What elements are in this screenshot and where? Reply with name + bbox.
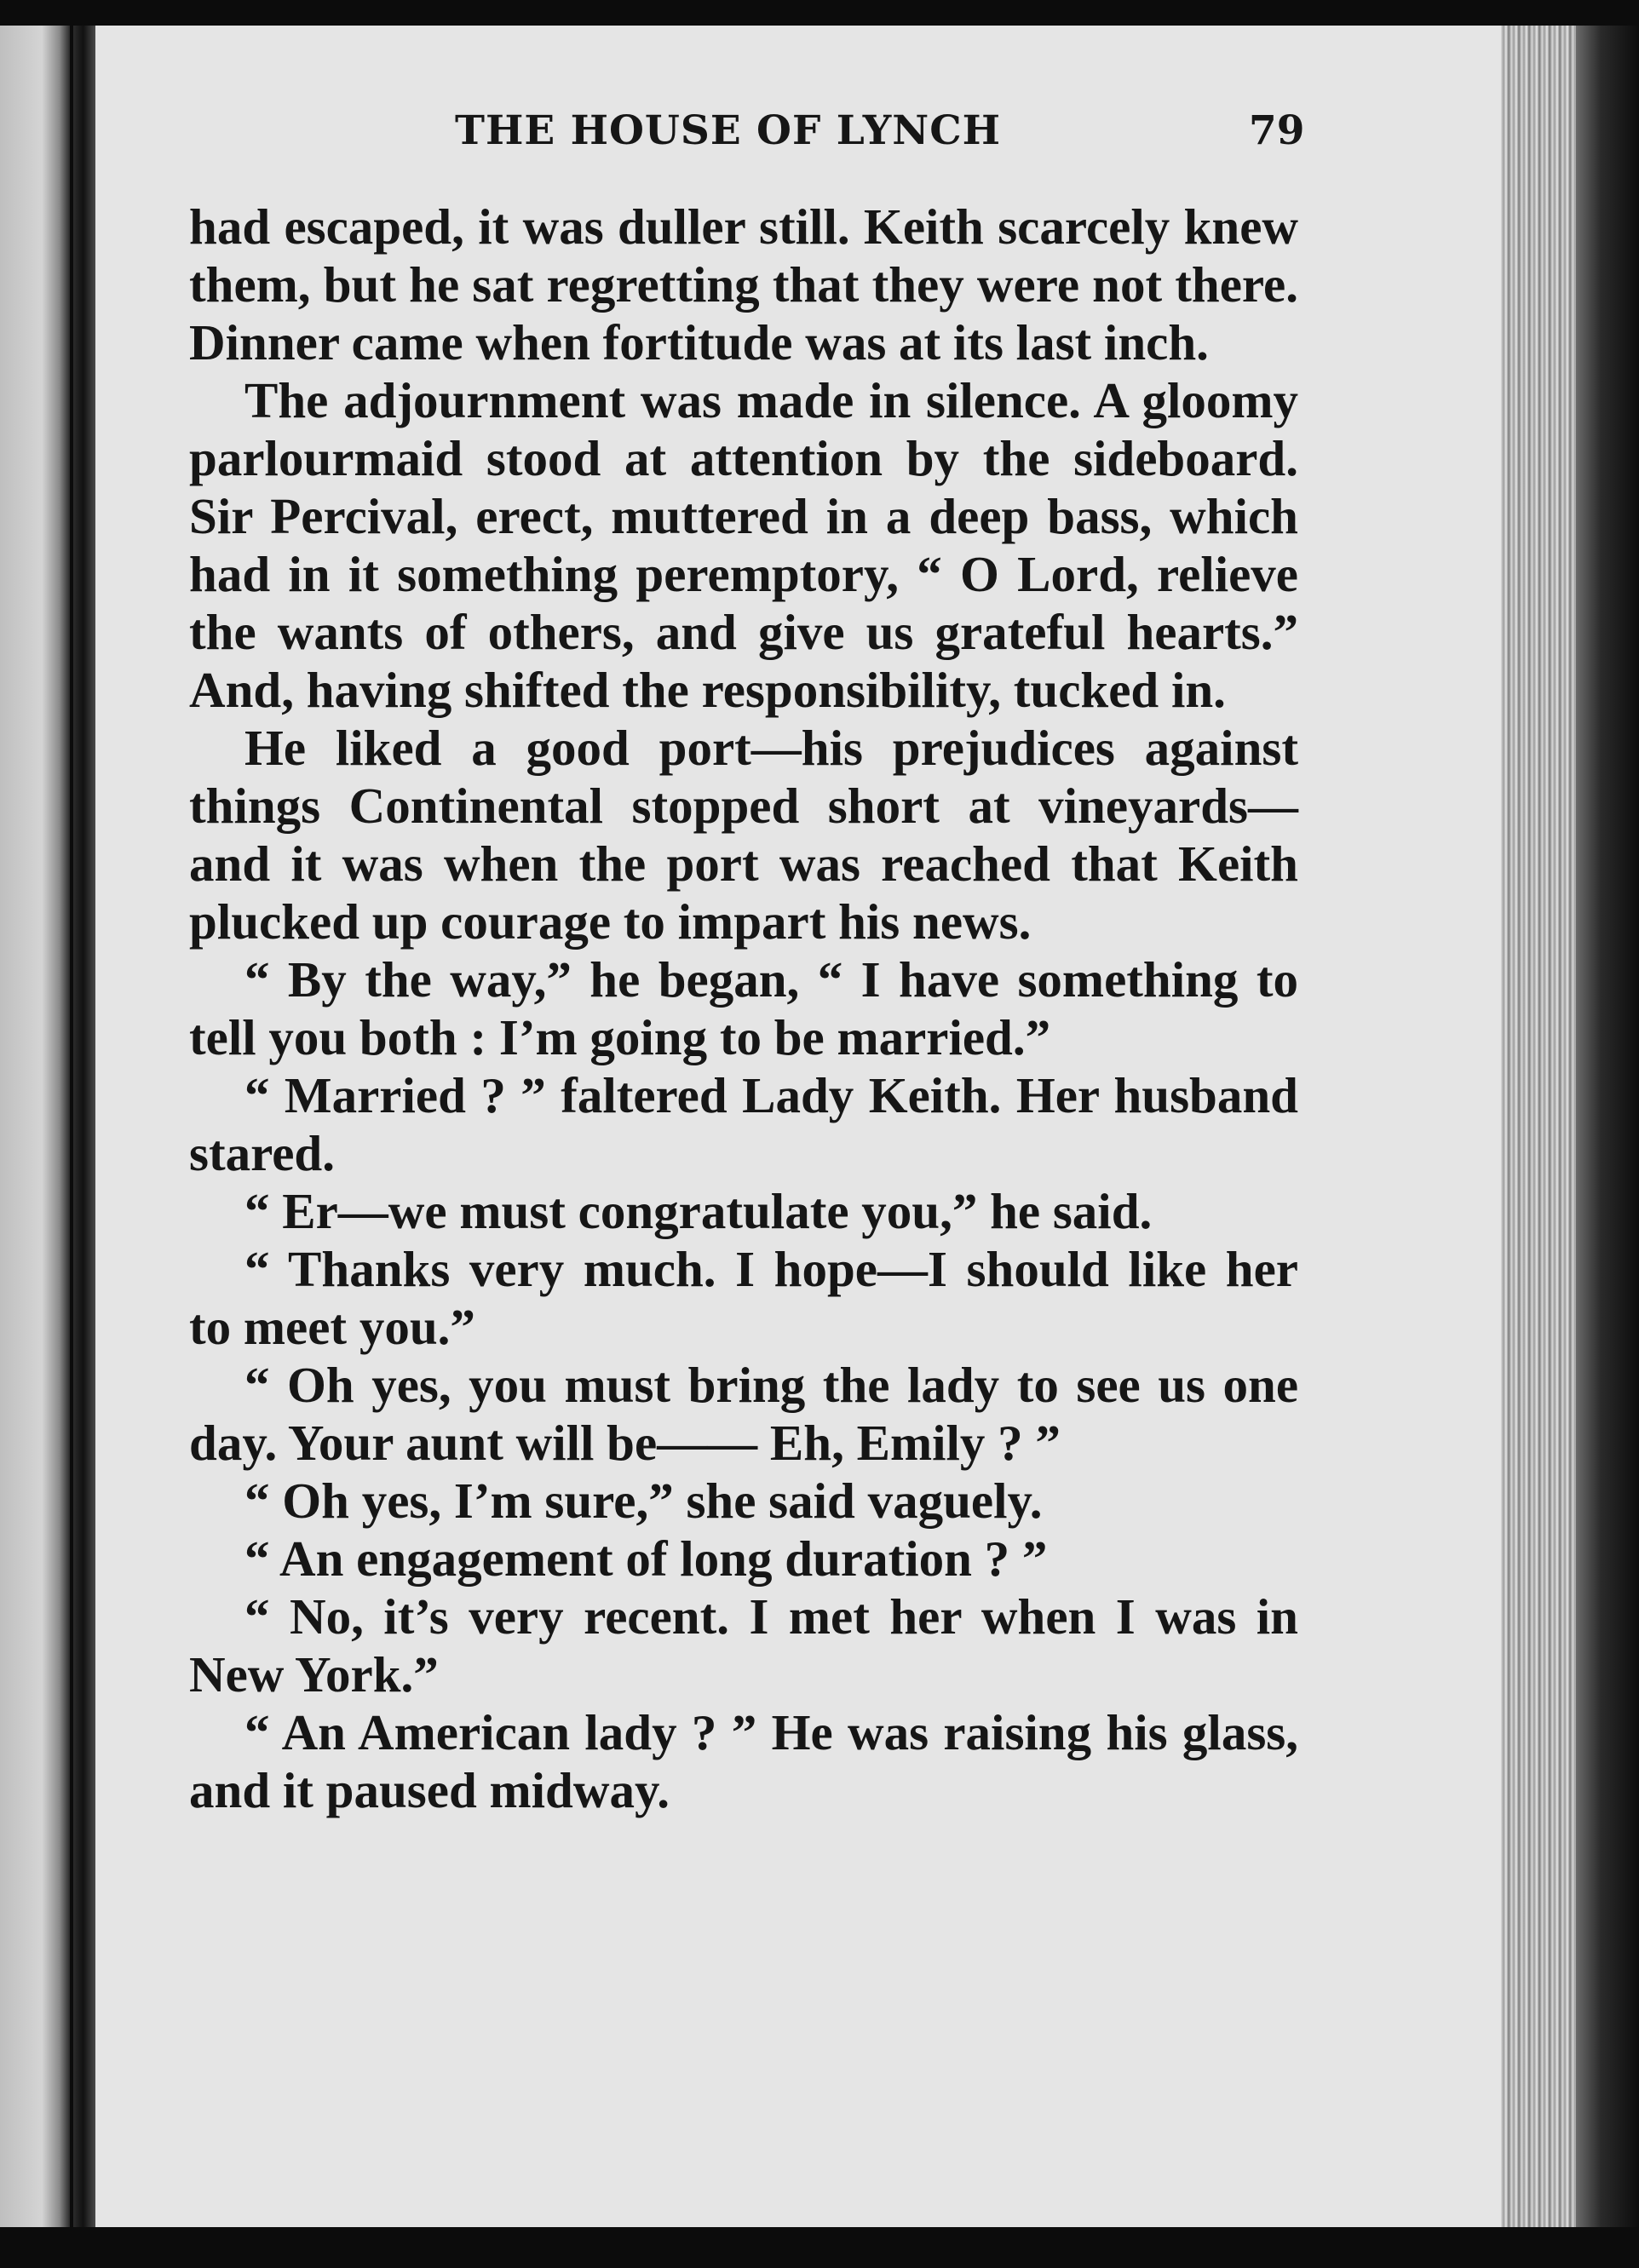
running-title: THE HOUSE OF LYNCH bbox=[455, 107, 1002, 154]
paragraph: “ Married ? ” faltered Lady Keith. Her husband stared. bbox=[189, 1067, 1298, 1181]
paragraph: The adjournment was made in silence. A gloomy parlourmaid stood at attention by the sideboard. Sir Percival, erect, muttered in a deep bass, which had in it something peremptory, “ O Lord, relieve the wants of others, and give us grateful hearts.” And, having shifted the responsibility, tucked in. bbox=[189, 372, 1298, 718]
paragraph: “ An American lady ? ” He was raising his glass, and it paused midway. bbox=[189, 1704, 1298, 1818]
book-gutter bbox=[73, 26, 95, 2227]
paragraph: had escaped, it was duller still. Keith scarcely knew them, but he sat regretting that they were not there. Dinner came when fortitude was at its last inch. bbox=[189, 198, 1298, 370]
paragraph: “ Thanks very much. I hope—I should like her to meet you.” bbox=[189, 1241, 1298, 1355]
paragraph: “ No, it’s very recent. I met her when I was in New York.” bbox=[189, 1588, 1298, 1702]
paragraph: He liked a good port—his prejudices against things Continental stopped short at vineyards—and it was when the port was reached that Keith plucked up courage to impart his news. bbox=[189, 720, 1298, 950]
body-text bbox=[189, 198, 1298, 1819]
paragraph: “ By the way,” he began, “ I have something to tell you both : I’m going to be married.” bbox=[189, 951, 1298, 1065]
page-fore-edge bbox=[1501, 26, 1576, 2227]
paragraph: “ Oh yes, you must bring the lady to see us one day. Your aunt will be—— Eh, Emily ? ” bbox=[189, 1357, 1298, 1471]
page-number: 79 bbox=[1249, 107, 1305, 154]
paragraph: “ An engagement of long duration ? ” bbox=[244, 1530, 1048, 1587]
paragraph: “ Oh yes, I’m sure,” she said vaguely. bbox=[244, 1473, 1043, 1529]
paragraph: “ Er—we must congratulate you,” he said. bbox=[244, 1183, 1153, 1239]
book-block-shadow bbox=[1576, 26, 1639, 2227]
facing-page-edge bbox=[0, 26, 70, 2227]
